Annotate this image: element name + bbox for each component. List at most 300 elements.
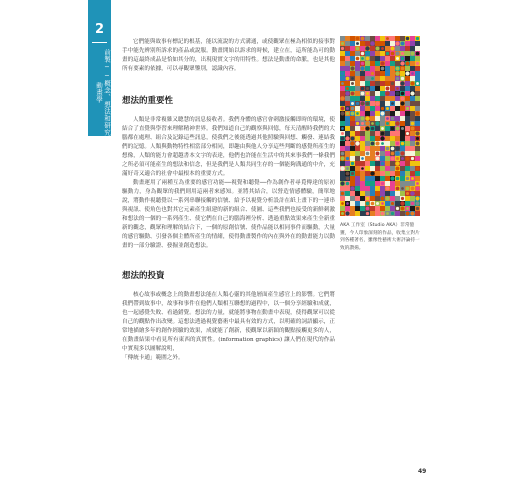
collage-tile	[380, 36, 385, 41]
collage-tile	[380, 51, 385, 56]
collage-tile	[340, 56, 345, 61]
collage-character	[396, 207, 399, 210]
collage-character	[391, 127, 395, 131]
collage-tile	[380, 81, 385, 86]
collage-tile	[345, 81, 350, 86]
collage-character	[361, 87, 365, 91]
collage-tile	[400, 36, 405, 41]
collage-character	[340, 111, 344, 115]
collage-tile	[365, 171, 370, 176]
collage-tile	[375, 186, 380, 191]
collage-tile	[345, 141, 350, 146]
collage-tile	[360, 201, 365, 206]
collage-character	[391, 52, 395, 56]
collage-tile	[350, 211, 355, 216]
collage-tile	[355, 96, 360, 101]
collage-tile	[345, 121, 350, 126]
collage-character	[400, 201, 404, 205]
collage-tile	[385, 56, 390, 61]
collage-character	[401, 127, 404, 130]
collage-tile	[380, 56, 385, 61]
collage-tile	[365, 96, 370, 101]
collage-tile	[405, 101, 410, 106]
collage-tile	[385, 156, 390, 161]
collage-tile	[385, 46, 390, 51]
collage-tile	[355, 196, 360, 201]
collage-tile	[380, 166, 385, 171]
collage-tile	[385, 206, 390, 211]
collage-character	[411, 122, 415, 126]
collage-tile	[405, 146, 410, 151]
collage-tile	[390, 86, 395, 91]
collage-tile	[380, 91, 385, 96]
collage-tile	[350, 146, 355, 151]
collage-character	[356, 112, 359, 115]
collage-tile	[405, 46, 410, 51]
collage-tile	[340, 171, 345, 176]
collage-tile	[360, 211, 365, 216]
collage-character	[340, 136, 344, 140]
collage-character	[385, 186, 389, 190]
collage-tile	[390, 191, 395, 196]
collage-tile	[355, 61, 360, 66]
collage-tile	[415, 76, 420, 81]
collage-tile	[370, 51, 375, 56]
collage-tile	[350, 176, 355, 181]
collage-tile	[380, 206, 385, 211]
collage-character	[351, 112, 355, 116]
collage-tile	[370, 81, 375, 86]
collage-character	[340, 96, 345, 101]
collage-tile	[365, 131, 370, 136]
collage-tile	[415, 161, 420, 166]
collage-tile	[370, 186, 375, 191]
collage-tile	[390, 196, 395, 201]
collage-tile	[365, 136, 370, 141]
collage-tile	[375, 36, 380, 41]
collage-tile	[365, 191, 370, 196]
collage-tile	[350, 131, 355, 136]
collage-tile	[345, 146, 350, 151]
collage-character	[366, 212, 369, 215]
collage-character	[401, 67, 404, 70]
collage-tile	[400, 166, 405, 171]
collage-tile	[350, 126, 355, 131]
collage-tile	[345, 196, 350, 201]
collage-character	[381, 107, 384, 110]
collage-character	[415, 131, 419, 135]
collage-tile	[340, 146, 345, 151]
collage-tile	[350, 201, 355, 206]
collage-tile	[370, 116, 375, 121]
collage-tile	[340, 186, 345, 191]
collage-character	[411, 202, 414, 205]
collage-tile	[360, 96, 365, 101]
collage-character	[365, 101, 369, 105]
collage-character	[381, 42, 385, 46]
collage-tile	[370, 66, 375, 71]
collage-tile	[385, 141, 390, 146]
collage-character	[400, 41, 404, 45]
collage-tile	[385, 66, 390, 71]
collage-tile	[400, 136, 405, 141]
collage-tile	[380, 116, 385, 121]
collage-character	[395, 126, 399, 130]
collage-tile	[360, 111, 365, 116]
collage-tile	[365, 161, 370, 166]
collage-tile	[345, 206, 350, 211]
collage-character	[350, 141, 355, 146]
collage-character	[395, 66, 399, 70]
collage-character	[356, 167, 360, 171]
collage-tile	[390, 66, 395, 71]
collage-character	[410, 91, 414, 95]
body-paragraph: 人類是非常複雜又聰慧的訊息接收者。我們身體的感官會刺激接觸即時的環境，使結合了直覺與學習來理解精神世界。我們知道自己的觀察與回憶，每天清醒時我們的大腦都在處理、組合及記錄這些訊息，使我們之後能透過其他照驗與回想、觸發、連結我們的記憶。人類與動物特性相當部分相同，即趣由與他人分享這些判斷的感覺所產生的想像，人類的能力會超越書本文字的表達，他們也許能在生活中的其來事我們一條我們之所必須可能產生的想法和信念，但是我們是人類共同生存的一個能夠溝通的中介，充滿好奇又適合的社會中最根本的重要方式。	[122, 117, 335, 177]
collage-character	[410, 81, 414, 85]
collage-tile	[405, 41, 410, 46]
collage-character	[415, 111, 419, 115]
collage-character	[416, 142, 420, 146]
collage-tile	[355, 156, 360, 161]
collage-character	[361, 52, 365, 56]
collage-character	[396, 52, 400, 56]
collage-tile	[380, 176, 385, 181]
collage-character	[346, 87, 349, 90]
collage-character	[356, 57, 360, 61]
collage-character	[391, 212, 394, 215]
collage-character	[356, 42, 359, 45]
collage-tile	[415, 211, 420, 216]
collage-tile	[345, 66, 350, 71]
collage-tile	[375, 81, 380, 86]
collage-tile	[385, 76, 390, 81]
collage-character	[361, 62, 365, 66]
collage-tile	[360, 136, 365, 141]
collage-tile	[410, 141, 415, 146]
collage-tile	[370, 136, 375, 141]
collage-tile	[370, 146, 375, 151]
collage-tile	[385, 201, 390, 206]
collage-character	[391, 152, 395, 156]
collage-tile	[360, 176, 365, 181]
collage-tile	[370, 111, 375, 116]
collage-tile	[355, 91, 360, 96]
collage-tile	[375, 131, 380, 136]
collage-tile	[385, 181, 390, 186]
collage-tile	[380, 121, 385, 126]
collage-tile	[400, 106, 405, 111]
collage-character	[380, 196, 384, 200]
collage-character	[415, 201, 419, 205]
collage-tile	[390, 166, 395, 171]
collage-tile	[350, 156, 355, 161]
collage-tile	[385, 101, 390, 106]
collage-tile	[360, 41, 365, 46]
collage-tile	[405, 166, 410, 171]
collage-character	[365, 51, 369, 55]
collage-character	[341, 82, 344, 85]
collage-character	[345, 91, 349, 95]
collage-character	[351, 162, 354, 165]
collage-tile	[390, 36, 395, 41]
collage-character	[396, 142, 399, 145]
collage-tile	[405, 91, 410, 96]
collage-character	[385, 91, 389, 95]
collage-tile	[355, 106, 360, 111]
collage-tile	[395, 101, 400, 106]
collage-tile	[375, 166, 380, 171]
collage-tile	[350, 196, 355, 201]
collage-tile	[355, 151, 360, 156]
collage-tile	[390, 91, 395, 96]
collage-tile	[385, 111, 390, 116]
collage-tile	[410, 206, 415, 211]
collage-character	[350, 91, 354, 95]
collage-character	[371, 202, 375, 206]
collage-tile	[410, 61, 415, 66]
collage-character	[415, 196, 419, 200]
collage-tile	[395, 181, 400, 186]
collage-tile	[405, 81, 410, 86]
collage-tile	[380, 96, 385, 101]
collage-character	[406, 192, 409, 195]
collage-character	[415, 166, 419, 170]
collage-character	[376, 47, 380, 51]
collage-character	[395, 146, 400, 151]
collage-character	[411, 177, 414, 180]
collage-tile	[385, 161, 390, 166]
collage-tile	[395, 131, 400, 136]
collage-tile	[340, 196, 345, 201]
collage-tile	[340, 51, 345, 56]
collage-character	[396, 57, 399, 60]
collage-tile	[355, 181, 360, 186]
collage-character	[345, 136, 349, 140]
collage-character	[371, 72, 375, 76]
collage-tile	[405, 66, 410, 71]
collage-character	[360, 116, 364, 120]
collage-tile	[365, 81, 370, 86]
collage-tile	[340, 176, 345, 181]
collage-character	[366, 202, 370, 206]
collage-character	[416, 122, 419, 125]
collage-tile	[370, 161, 375, 166]
collage-tile	[365, 61, 370, 66]
collage-tile	[355, 186, 360, 191]
collage-tile	[365, 36, 370, 41]
collage-character	[370, 41, 375, 46]
collage-tile	[395, 106, 400, 111]
collage-character	[395, 71, 400, 76]
collage-tile	[370, 151, 375, 156]
main-text-column	[122, 38, 335, 363]
collage-character	[385, 196, 389, 200]
collage-tile	[385, 61, 390, 66]
collage-tile	[360, 76, 365, 81]
collage-tile	[350, 61, 355, 66]
collage-tile	[415, 101, 420, 106]
collage-tile	[400, 146, 405, 151]
collage-character	[345, 211, 349, 215]
collage-character	[355, 141, 359, 145]
collage-tile	[355, 81, 360, 86]
collage-tile	[400, 121, 405, 126]
collage-tile	[340, 206, 345, 211]
collage-tile	[390, 61, 395, 66]
collage-tile	[405, 141, 410, 146]
collage-tile	[375, 56, 380, 61]
collage-character	[415, 186, 419, 190]
collage-tile	[400, 211, 405, 216]
collage-character	[341, 192, 344, 195]
collage-tile	[405, 161, 410, 166]
collage-tile	[400, 71, 405, 76]
collage-character	[401, 142, 405, 146]
collage-character	[366, 92, 369, 95]
collage-tile	[340, 36, 345, 41]
collage-character	[356, 122, 359, 125]
collage-tile	[355, 136, 360, 141]
collage-character	[411, 72, 414, 75]
collage-character	[340, 166, 345, 171]
collage-tile	[350, 151, 355, 156]
collage-tile	[375, 206, 380, 211]
collage-tile	[375, 161, 380, 166]
collage-tile	[400, 46, 405, 51]
collage-tile	[355, 51, 360, 56]
collage-character	[410, 211, 414, 215]
collage-character	[376, 157, 380, 161]
collage-tile	[385, 71, 390, 76]
collage-character	[351, 102, 354, 105]
collage-character	[366, 207, 370, 211]
collage-character	[381, 127, 384, 130]
collage-tile	[400, 181, 405, 186]
collage-tile	[405, 151, 410, 156]
collage-tile	[390, 56, 395, 61]
collage-tile	[375, 181, 380, 186]
collage-character	[416, 62, 420, 66]
collage-tile	[355, 171, 360, 176]
collage-tile	[350, 96, 355, 101]
collage-character	[396, 197, 400, 201]
collage-character	[351, 77, 354, 80]
collage-tile	[350, 46, 355, 51]
collage-character	[390, 156, 394, 160]
collage-tile	[375, 96, 380, 101]
collage-character	[341, 202, 344, 205]
collage-character	[401, 187, 404, 190]
collage-tile	[410, 116, 415, 121]
collage-tile	[395, 136, 400, 141]
collage-tile	[375, 71, 380, 76]
collage-tile	[375, 146, 380, 151]
collage-character	[406, 177, 409, 180]
collage-character	[375, 141, 379, 145]
collage-tile	[370, 101, 375, 106]
collage-character	[380, 111, 384, 115]
collage-character	[361, 122, 364, 125]
collage-tile	[395, 211, 400, 216]
collage-tile	[415, 46, 420, 51]
collage-tile	[370, 181, 375, 186]
collage-tile	[400, 116, 405, 121]
collage-character	[365, 121, 369, 125]
collage-tile	[415, 56, 420, 61]
collage-character	[365, 126, 369, 130]
collage-tile	[410, 66, 415, 71]
collage-tile	[355, 126, 360, 131]
collage-tile	[370, 46, 375, 51]
collage-character	[400, 101, 404, 105]
collage-character	[346, 172, 350, 176]
collage-tile	[405, 136, 410, 141]
collage-character	[396, 187, 400, 191]
collage-tile	[395, 36, 400, 41]
collage-character	[346, 202, 349, 205]
collage-tile	[410, 136, 415, 141]
collage-tile	[365, 106, 370, 111]
collage-tile	[410, 56, 415, 61]
collage-tile	[390, 76, 395, 81]
collage-tile	[375, 136, 380, 141]
collage-tile	[395, 111, 400, 116]
collage-tile	[340, 101, 345, 106]
collage-tile	[355, 176, 360, 181]
collage-tile	[390, 121, 395, 126]
collage-character	[346, 112, 349, 115]
collage-character	[346, 107, 349, 110]
collage-character	[381, 202, 384, 205]
collage-tile	[360, 161, 365, 166]
collage-tile	[370, 56, 375, 61]
collage-tile	[385, 131, 390, 136]
collage-character	[395, 121, 400, 126]
collage-character	[371, 122, 374, 125]
collage-tile	[400, 111, 405, 116]
collage-character	[396, 87, 399, 90]
collage-tile	[365, 111, 370, 116]
collage-character	[386, 117, 389, 120]
collage-tile	[355, 161, 360, 166]
collage-tile	[415, 151, 420, 156]
collage-tile	[410, 166, 415, 171]
collage-character	[361, 167, 364, 170]
collage-tile	[350, 56, 355, 61]
collage-tile	[350, 36, 355, 41]
collage-character	[346, 167, 349, 170]
collage-tile	[340, 116, 345, 121]
collage-tile	[380, 171, 385, 176]
collage-character	[351, 107, 355, 111]
collage-character	[400, 206, 404, 210]
collage-tile	[380, 146, 385, 151]
collage-tile	[350, 121, 355, 126]
collage-tile	[410, 161, 415, 166]
collage-character	[400, 96, 404, 100]
collage-character	[401, 197, 404, 200]
collage-tile	[345, 151, 350, 156]
collage-tile	[375, 66, 380, 71]
collage-character	[376, 52, 379, 55]
collage-character	[406, 207, 409, 210]
collage-tile	[350, 191, 355, 196]
collage-character	[401, 77, 404, 80]
collage-tile	[395, 96, 400, 101]
collage-tile	[405, 196, 410, 201]
collage-tile	[365, 146, 370, 151]
collage-character	[375, 121, 379, 125]
